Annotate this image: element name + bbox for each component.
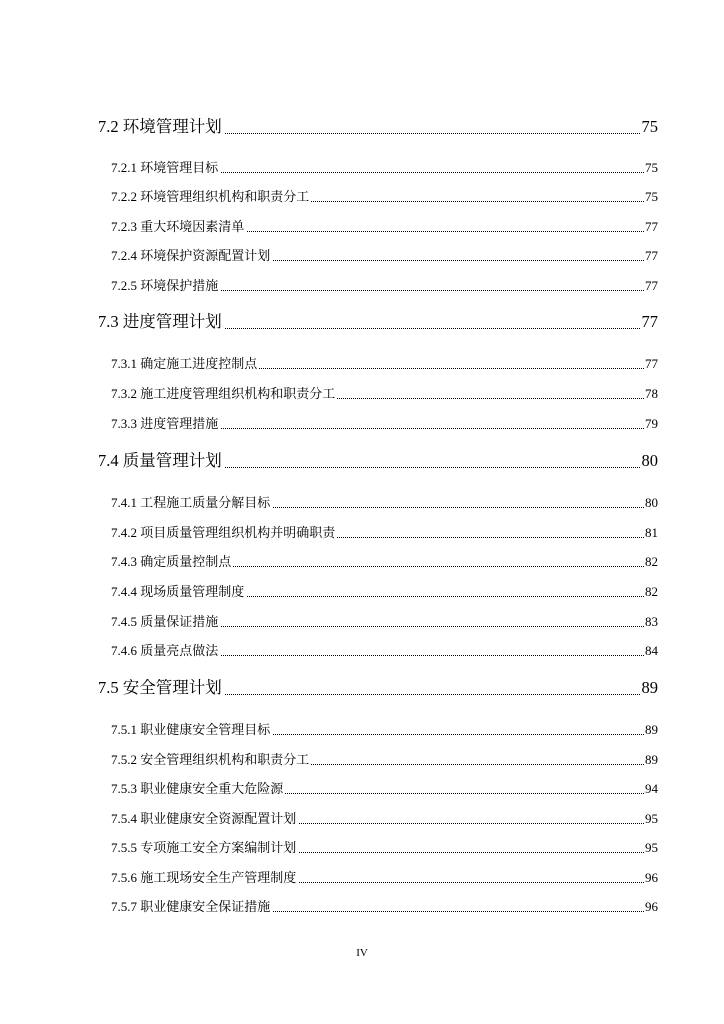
toc-entry-title: 7.4 质量管理计划 (98, 451, 222, 471)
toc-entry-title: 7.5.4 职业健康安全资源配置计划 (111, 811, 297, 827)
toc-page-number: 75 (645, 160, 658, 176)
toc-entry-title: 7.4.3 确定质量控制点 (111, 554, 232, 570)
toc-entry-title: 7.2.2 环境管理组织机构和职责分工 (111, 189, 310, 205)
toc-entry-title: 7.2.1 环境管理目标 (111, 160, 219, 176)
toc-subsection-entry[interactable] (0, 714, 724, 738)
toc-page-number: 77 (641, 312, 658, 332)
toc-subsection-entry[interactable] (0, 181, 724, 205)
toc-entry-title: 7.4.5 质量保证措施 (111, 614, 219, 630)
toc-entry-title: 7.4.6 质量亮点做法 (111, 643, 219, 659)
toc-entry-title: 7.5 安全管理计划 (98, 678, 222, 698)
toc-entry-title: 7.5.7 职业健康安全保证措施 (111, 899, 271, 915)
toc-entry-title: 7.5.2 安全管理组织机构和职责分工 (111, 752, 310, 768)
toc-page-number: 96 (645, 899, 658, 915)
toc-entry-title: 7.3.2 施工进度管理组织机构和职责分工 (111, 386, 336, 402)
toc-section-entry[interactable] (0, 447, 724, 471)
toc-page-number: 75 (645, 189, 658, 205)
toc-page-number: 83 (645, 614, 658, 630)
toc-page-number: 82 (645, 554, 658, 570)
toc-page-number: 77 (645, 219, 658, 235)
toc-section-entry[interactable] (0, 113, 724, 137)
toc-entry-title: 7.5.1 职业健康安全管理目标 (111, 722, 271, 738)
toc-section-entry[interactable] (0, 308, 724, 332)
toc-subsection-entry[interactable] (0, 517, 724, 541)
toc-subsection-entry[interactable] (0, 270, 724, 294)
toc-page-number: 82 (645, 584, 658, 600)
toc-page-number: 81 (645, 525, 658, 541)
toc-page-number: 89 (641, 678, 658, 698)
toc-entry-title: 7.2.5 环境保护措施 (111, 278, 219, 294)
toc-page-number: 80 (645, 495, 658, 511)
toc-section-entry[interactable] (0, 674, 724, 698)
toc-subsection-entry[interactable] (0, 546, 724, 570)
toc-subsection-entry[interactable] (0, 606, 724, 630)
toc-subsection-entry[interactable] (0, 862, 724, 886)
toc-page-number: 89 (645, 752, 658, 768)
toc-page-number: 79 (645, 416, 658, 432)
toc-subsection-entry[interactable] (0, 803, 724, 827)
toc-page-number: 75 (641, 117, 658, 137)
toc-entry-title: 7.4.1 工程施工质量分解目标 (111, 495, 271, 511)
toc-page-number: 78 (645, 386, 658, 402)
toc-page-number: 80 (641, 451, 658, 471)
toc-subsection-entry[interactable] (0, 576, 724, 600)
toc-page-number: 84 (645, 643, 658, 659)
toc-page-number: 77 (645, 248, 658, 264)
toc-entry-title: 7.4.2 项目质量管理组织机构并明确职责 (111, 525, 336, 541)
toc-subsection-entry[interactable] (0, 744, 724, 768)
toc-subsection-entry[interactable] (0, 348, 724, 372)
toc-page-number: 89 (645, 722, 658, 738)
toc-entry-title: 7.3.1 确定施工进度控制点 (111, 356, 258, 372)
toc-subsection-entry[interactable] (0, 378, 724, 402)
toc-entry-title: 7.5.5 专项施工安全方案编制计划 (111, 840, 297, 856)
toc-page-number: 94 (645, 781, 658, 797)
toc-entry-title: 7.2 环境管理计划 (98, 117, 222, 137)
toc-subsection-entry[interactable] (0, 891, 724, 915)
toc-page-number: 96 (645, 870, 658, 886)
toc-entry-title: 7.2.3 重大环境因素清单 (111, 219, 245, 235)
toc-entry-title: 7.2.4 环境保护资源配置计划 (111, 248, 271, 264)
toc-entry-title: 7.4.4 现场质量管理制度 (111, 584, 245, 600)
toc-entry-title: 7.5.3 职业健康安全重大危险源 (111, 781, 284, 797)
toc-page-number: 77 (645, 278, 658, 294)
toc-subsection-entry[interactable] (0, 211, 724, 235)
toc-page-number: 77 (645, 356, 658, 372)
toc-page-number: 95 (645, 811, 658, 827)
toc-entry-title: 7.3.3 进度管理措施 (111, 416, 219, 432)
toc-subsection-entry[interactable] (0, 773, 724, 797)
page-number-footer: IV (356, 947, 368, 959)
toc-subsection-entry[interactable] (0, 635, 724, 659)
toc-subsection-entry[interactable] (0, 152, 724, 176)
toc-subsection-entry[interactable] (0, 240, 724, 264)
toc-entry-title: 7.3 进度管理计划 (98, 312, 222, 332)
toc-page-number: 95 (645, 840, 658, 856)
toc-subsection-entry[interactable] (0, 832, 724, 856)
toc-entry-title: 7.5.6 施工现场安全生产管理制度 (111, 870, 297, 886)
toc-subsection-entry[interactable] (0, 487, 724, 511)
toc-subsection-entry[interactable] (0, 408, 724, 432)
